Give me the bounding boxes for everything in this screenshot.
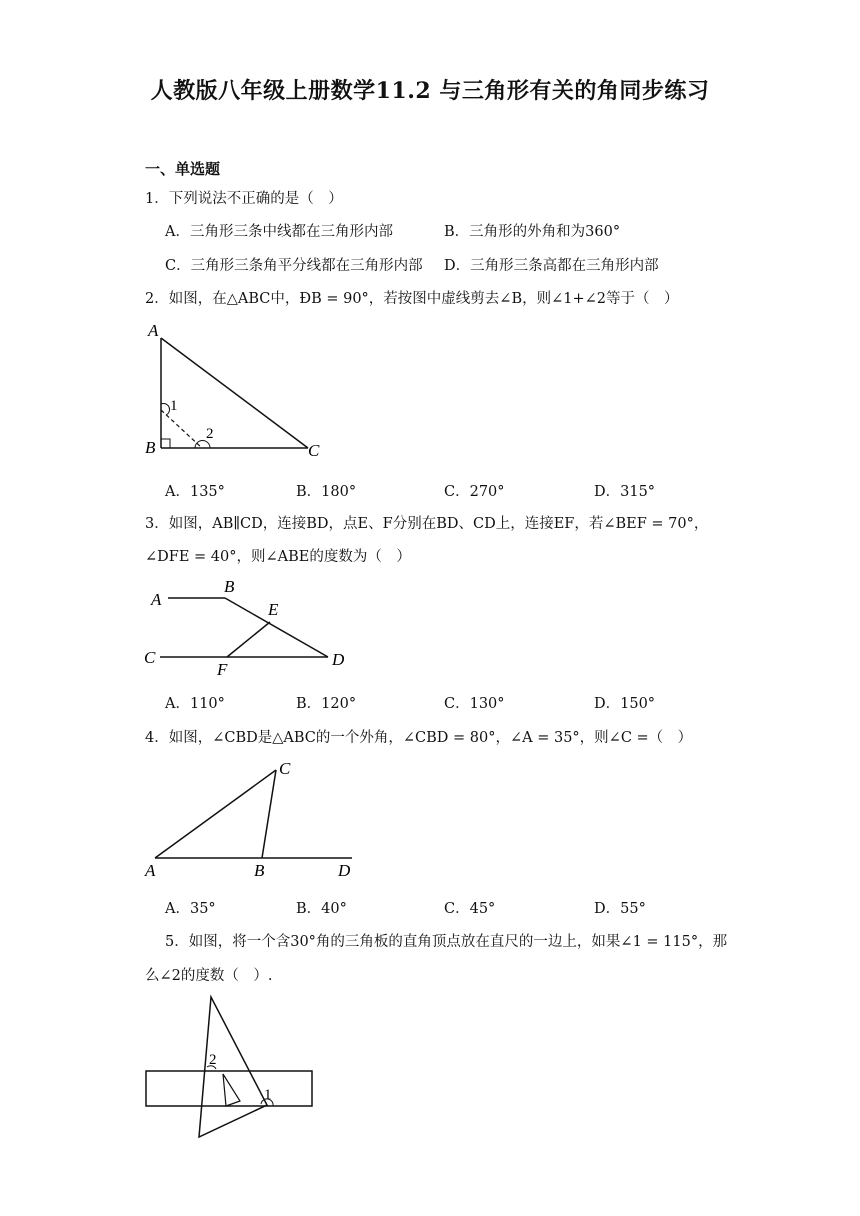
question-1-option-d: D．三角形三条高都在三角形内部 bbox=[444, 258, 659, 274]
question-2-stem: 2．如图，在△ABC中，ÐB = 90°，若按图中虚线剪去∠B，则∠1+∠2等于（ ） bbox=[145, 291, 679, 307]
ruler bbox=[146, 1071, 312, 1106]
label-d: D bbox=[338, 861, 351, 880]
right-angle-mark bbox=[161, 439, 170, 448]
question-1-stem: 1．下列说法不正确的是（ ） bbox=[145, 191, 343, 207]
question-2-figure bbox=[140, 318, 340, 463]
question-3-option-b: B．120° bbox=[296, 696, 357, 712]
question-3-stem-line1: 3．如图，AB∥CD，连接BD，点E、F分别在BD、CD上，连接EF，若∠BEF = 70°， bbox=[145, 516, 709, 532]
question-2-option-b: B．180° bbox=[296, 484, 357, 500]
label-angle-2: 2 bbox=[206, 426, 214, 442]
page-title: 人教版八年级上册数学11.2 与三角形有关的角同步练习 bbox=[150, 78, 710, 104]
label-a: A bbox=[151, 590, 162, 609]
label-d: D bbox=[332, 650, 345, 669]
question-1-option-a: A．三角形三条中线都在三角形内部 bbox=[165, 224, 393, 240]
label-c: C bbox=[308, 441, 320, 460]
question-2-option-a: A．135° bbox=[165, 484, 225, 500]
label-angle-1: 1 bbox=[264, 1087, 272, 1103]
question-2-option-d: D．315° bbox=[594, 484, 656, 500]
question-1-option-b: B．三角形的外角和为360° bbox=[444, 224, 621, 240]
question-3-option-a: A．110° bbox=[165, 696, 225, 712]
label-b: B bbox=[145, 438, 156, 457]
label-f: F bbox=[217, 660, 228, 679]
segment-bc bbox=[262, 770, 276, 858]
label-e: E bbox=[268, 600, 279, 619]
label-a: A bbox=[145, 861, 156, 880]
angle-1-arc bbox=[161, 403, 170, 415]
question-4-stem: 4．如图，∠CBD是△ABC的一个外角，∠CBD = 80°，∠A = 35°，则∠C =（ ） bbox=[145, 730, 693, 746]
question-3-stem-line2: ∠DFE = 40°，则∠ABE的度数为（ ） bbox=[145, 549, 411, 565]
section-heading: 一、单选题 bbox=[145, 160, 221, 178]
question-5-figure bbox=[140, 994, 330, 1144]
segment-ac bbox=[155, 770, 276, 858]
label-c: C bbox=[279, 759, 291, 778]
question-3-figure bbox=[140, 576, 360, 681]
label-angle-2: 2 bbox=[209, 1052, 217, 1068]
question-4-option-d: D．55° bbox=[594, 901, 646, 917]
label-b: B bbox=[254, 861, 265, 880]
question-4-option-a: A．35° bbox=[165, 901, 216, 917]
question-3-option-c: C．130° bbox=[444, 696, 505, 712]
segment-ef bbox=[227, 622, 270, 657]
question-2-option-c: C．270° bbox=[444, 484, 505, 500]
question-5-stem-line2: 么∠2的度数（ ）. bbox=[145, 968, 273, 984]
label-angle-1: 1 bbox=[170, 398, 178, 414]
question-1-option-c: C．三角形三条角平分线都在三角形内部 bbox=[165, 258, 423, 274]
label-a: A bbox=[148, 321, 159, 340]
label-b: B bbox=[224, 577, 235, 596]
question-4-figure bbox=[140, 756, 370, 881]
label-c: C bbox=[144, 648, 156, 667]
question-4-option-b: B．40° bbox=[296, 901, 347, 917]
cut-line bbox=[161, 410, 202, 448]
question-3-option-d: D．150° bbox=[594, 696, 656, 712]
segment-ac bbox=[161, 338, 308, 448]
question-4-option-c: C．45° bbox=[444, 901, 496, 917]
question-5-stem-line1: 5．如图，将一个含30°角的三角板的直角顶点放在直尺的一边上，如果∠1 = 115°，那 bbox=[165, 934, 728, 950]
